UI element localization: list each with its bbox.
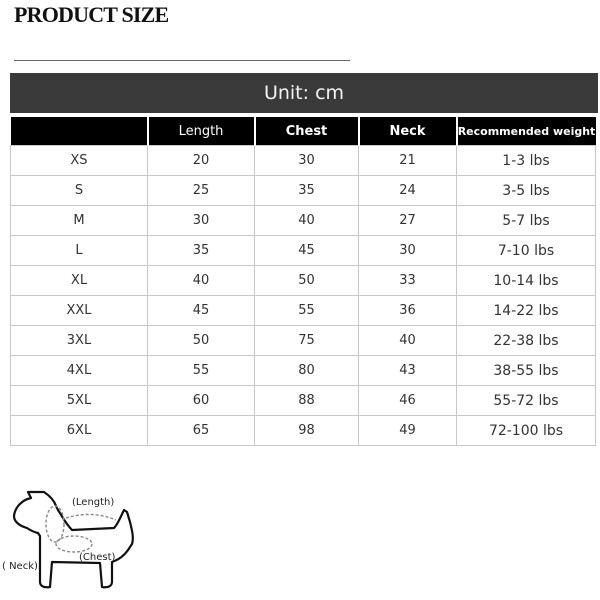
neck-cell: 33 (359, 266, 457, 296)
chest-cell: 88 (255, 386, 359, 416)
table-row (11, 176, 596, 206)
length-cell: 30 (148, 206, 255, 236)
table-row (11, 356, 596, 386)
chest-cell: 98 (255, 416, 359, 446)
header-chest: Chest (255, 117, 359, 146)
size-cell: 5XL (11, 386, 148, 416)
length-cell: 25 (148, 176, 255, 206)
weight-cell: 38-55 lbs (457, 356, 596, 386)
length-cell: 35 (148, 236, 255, 266)
table-row (11, 266, 596, 296)
table-row (11, 146, 596, 176)
chest-cell: 75 (255, 326, 359, 356)
header-recommended-weight: Recommended weight (457, 117, 596, 146)
length-cell: 40 (148, 266, 255, 296)
chest-cell: 40 (255, 206, 359, 236)
length-label: (Length) (72, 497, 115, 508)
size-cell: M (11, 206, 148, 236)
length-cell: 20 (148, 146, 255, 176)
header-neck: Neck (359, 117, 457, 146)
weight-cell: 5-7 lbs (457, 206, 596, 236)
neck-cell: 40 (359, 326, 457, 356)
header-length: Length (148, 117, 255, 146)
neck-cell: 30 (359, 236, 457, 266)
neck-cell: 21 (359, 146, 457, 176)
size-cell: 3XL (11, 326, 148, 356)
neck-cell: 49 (359, 416, 457, 446)
weight-cell: 10-14 lbs (457, 266, 596, 296)
neck-cell: 46 (359, 386, 457, 416)
size-chart-table (10, 117, 596, 446)
title-divider (14, 60, 350, 61)
chest-cell: 30 (255, 146, 359, 176)
size-cell: S (11, 176, 148, 206)
neck-cell: 43 (359, 356, 457, 386)
size-cell: XXL (11, 296, 148, 326)
table-row (11, 416, 596, 446)
header-size (11, 117, 148, 146)
chest-cell: 35 (255, 176, 359, 206)
chest-measure-line (56, 536, 92, 552)
unit-banner: Unit: cm (10, 73, 598, 113)
neck-cell: 27 (359, 206, 457, 236)
table-row (11, 206, 596, 236)
size-cell: L (11, 236, 148, 266)
weight-cell: 14-22 lbs (457, 296, 596, 326)
table-row (11, 326, 596, 356)
weight-cell: 72-100 lbs (457, 416, 596, 446)
weight-cell: 1-3 lbs (457, 146, 596, 176)
weight-cell: 3-5 lbs (457, 176, 596, 206)
neck-measure-line (46, 506, 64, 542)
table-header-row (11, 117, 596, 146)
size-cell: XL (11, 266, 148, 296)
chest-cell: 45 (255, 236, 359, 266)
chest-label: (Chest) (79, 552, 116, 563)
chest-cell: 55 (255, 296, 359, 326)
length-cell: 50 (148, 326, 255, 356)
weight-cell: 55-72 lbs (457, 386, 596, 416)
chest-cell: 50 (255, 266, 359, 296)
length-cell: 65 (148, 416, 255, 446)
size-cell: 4XL (11, 356, 148, 386)
length-cell: 60 (148, 386, 255, 416)
weight-cell: 22-38 lbs (457, 326, 596, 356)
size-cell: XS (11, 146, 148, 176)
length-cell: 45 (148, 296, 255, 326)
length-measure-line (66, 514, 116, 520)
table-row (11, 296, 596, 326)
page-title: PRODUCT SIZE (14, 2, 169, 27)
dog-measurement-diagram (0, 470, 160, 598)
neck-cell: 24 (359, 176, 457, 206)
chest-cell: 80 (255, 356, 359, 386)
neck-label: ( Neck) (2, 561, 38, 572)
weight-cell: 7-10 lbs (457, 236, 596, 266)
length-cell: 55 (148, 356, 255, 386)
table-row (11, 386, 596, 416)
table-row (11, 236, 596, 266)
neck-cell: 36 (359, 296, 457, 326)
size-cell: 6XL (11, 416, 148, 446)
